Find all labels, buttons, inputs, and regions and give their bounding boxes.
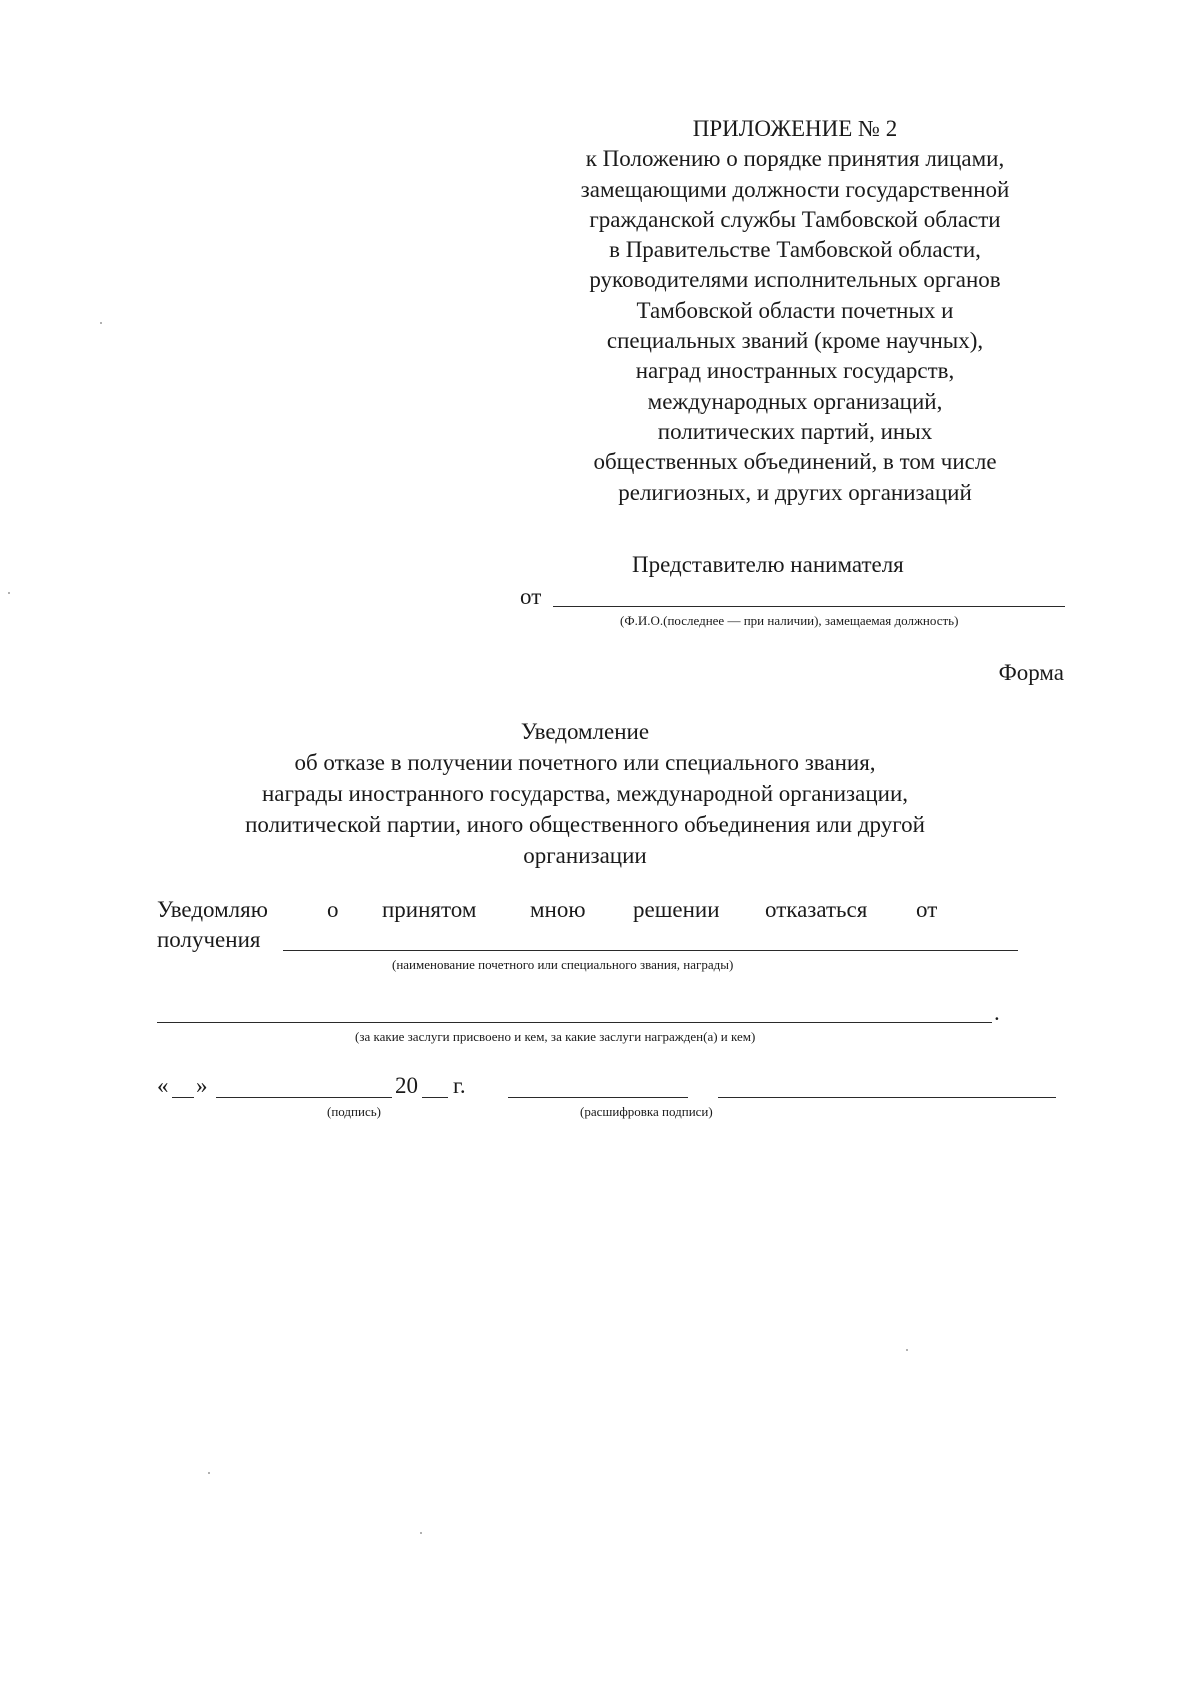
merits-fill-line[interactable]: [157, 1022, 992, 1023]
body-line2-start: получения: [157, 927, 261, 952]
from-fill-line[interactable]: [553, 606, 1065, 607]
date-year-prefix: 20: [395, 1073, 418, 1098]
date-quote-open: «: [157, 1073, 169, 1098]
date-year-suffix: г.: [453, 1073, 466, 1098]
merits-line-end: .: [994, 1000, 1000, 1025]
notice-subtitle-line: организации: [523, 843, 647, 868]
body-word: от: [916, 897, 938, 922]
notice-subtitle-line: об отказе в получении почетного или специального звания,: [294, 750, 876, 775]
scan-speck: [906, 1349, 908, 1351]
body-word: отказаться: [765, 897, 868, 922]
signature-caption: (подпись): [327, 1104, 381, 1119]
appendix-line: наград иностранных государств,: [635, 358, 955, 384]
notice-subtitle-line: политической партии, иного общественного объединения или другой: [245, 812, 925, 837]
signature-fill-line[interactable]: [508, 1097, 688, 1098]
addressee-from-label: от: [520, 584, 542, 609]
award-caption: (наименование почетного или специального звания, награды): [392, 957, 734, 972]
award-fill-line[interactable]: [283, 950, 1018, 951]
appendix-line: к Положению о порядке принятия лицами,: [585, 146, 1005, 172]
appendix-line: руководителями исполнительных органов: [589, 267, 1001, 293]
date-month-fill[interactable]: [216, 1097, 392, 1098]
appendix-line: общественных объединений, в том числе: [593, 449, 997, 475]
date-day-fill[interactable]: [172, 1097, 194, 1098]
form-label: Форма: [998, 660, 1064, 685]
appendix-line: Тамбовской области почетных и: [636, 297, 954, 323]
appendix-line: специальных званий (кроме научных),: [606, 328, 984, 354]
appendix-line: в Правительстве Тамбовской области,: [609, 237, 981, 263]
appendix-title: ПРИЛОЖЕНИЕ № 2: [692, 116, 898, 141]
from-caption: (Ф.И.О.(последнее — при наличии), замещаемая должность): [620, 613, 959, 628]
body-word: решении: [633, 897, 720, 922]
merits-caption: (за какие заслуги присвоено и кем, за какие заслуги награжден(а) и кем): [355, 1029, 756, 1044]
body-word: принятом: [382, 897, 477, 922]
notice-title-block: [160, 716, 1010, 871]
scan-speck: [208, 1472, 210, 1474]
date-year-fill[interactable]: [422, 1097, 448, 1098]
date-quote-close: »: [196, 1073, 208, 1098]
appendix-line: религиозных, и других организаций: [618, 479, 972, 505]
scan-speck: [420, 1532, 422, 1534]
body-word: Уведомляю: [157, 897, 268, 922]
appendix-line: замещающими должности государственной: [580, 176, 1010, 202]
notice-subtitle-line: награды иностранного государства, международной организации,: [261, 781, 909, 806]
appendix-line: политических партий, иных: [657, 418, 933, 444]
scan-speck: [8, 592, 10, 594]
appendix-line: международных организаций,: [647, 388, 943, 414]
signature-decoding-fill-line[interactable]: [718, 1097, 1056, 1098]
body-word: о: [327, 897, 339, 922]
body-word: мною: [530, 897, 586, 922]
scan-speck: [100, 322, 102, 324]
addressee-to: Представителю нанимателя: [632, 552, 904, 577]
appendix-header: [530, 114, 1060, 508]
appendix-line: гражданской службы Тамбовской области: [589, 206, 1001, 232]
signature-decoding-caption: (расшифровка подписи): [580, 1104, 713, 1119]
notice-title: Уведомление: [520, 719, 650, 744]
